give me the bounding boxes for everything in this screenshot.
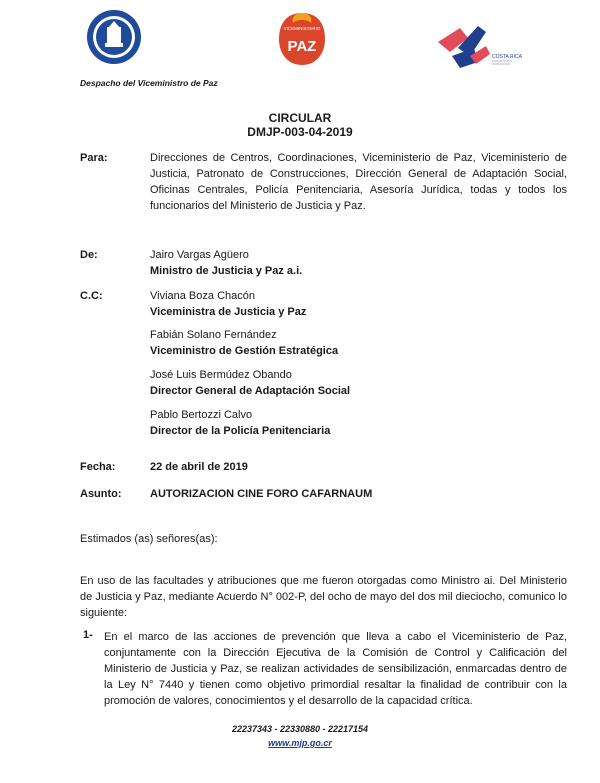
- de-title: Ministro de Justicia y Paz a.i.: [150, 265, 303, 277]
- cc-label: C.C:: [80, 290, 103, 302]
- cr-logo-text: COSTA RICA: [492, 54, 522, 60]
- department-name: Despacho del Viceministro de Paz: [80, 78, 218, 88]
- para-recipients: Direcciones de Centros, Coordinaciones, Viceministerio de Paz, Viceministerio de Justicia, Patronato de Construcciones, Dirección General de Adaptación Social, Oficinas Centrales, Policía Penitenciaria, Asesoría Jurídica, todas y todos los funcionarios del Ministerio de Justicia y Paz.: [150, 152, 567, 212]
- cc-title: Viceministro de Gestión Estratégica: [150, 345, 339, 357]
- de-name: Jairo Vargas Agüero: [150, 249, 249, 261]
- cc-title: Director de la Policía Penitenciaria: [150, 425, 331, 437]
- greeting: Estimados (as) señores(as):: [80, 533, 218, 545]
- document-code: DMJP-003-04-2019: [247, 125, 353, 139]
- cc-name: José Luis Bermúdez Obando: [150, 369, 292, 381]
- paz-logo-word: PAZ: [287, 38, 317, 55]
- para-label: Para:: [80, 152, 108, 164]
- footer-phones: 22237343 - 22330880 - 22217154: [231, 724, 369, 734]
- cc-title: Director General de Adaptación Social: [150, 385, 351, 397]
- asunto-value: AUTORIZACION CINE FORO CAFARNAUM: [150, 488, 373, 500]
- list-item-text: En el marco de las acciones de prevención que lleva a cabo el Viceministerio de Paz, conjuntamente con la Dirección Ejecutiva de la Comisión de Control y Calificación del Ministerio de Justicia y Paz, se realizan actividades de sensibilización, enmarcadas dentro de la Ley N° 7440 y tienen como objetivo primordial resaltar la finalidad de contribuir con la promoción de valores, conocimientos y el desarrollo de la capacidad crítica.: [104, 631, 567, 707]
- asunto-label: Asunto:: [80, 488, 122, 500]
- fecha-label: Fecha:: [80, 461, 116, 473]
- costa-rica-government-logo: [434, 22, 522, 74]
- intro-paragraph: En uso de las facultades y atribuciones que me fueron otorgadas como Ministro ai. Del Ministerio de Justicia y Paz, mediante Acuerdo N° 002-P, del ocho de mayo del dos mil dieciocho, comunico lo siguiente:: [80, 575, 567, 619]
- cc-title: Viceministra de Justicia y Paz: [150, 306, 307, 318]
- cc-name: Viviana Boza Chacón: [150, 290, 255, 302]
- de-label: De:: [80, 249, 98, 261]
- paz-logo-top-text: VICEMINISTERIO: [283, 26, 321, 31]
- list-item-number: 1-: [83, 629, 93, 641]
- viceministerio-paz-logo: [277, 11, 327, 67]
- ministry-seal-logo: [86, 9, 142, 65]
- footer-website-link[interactable]: www.mjp.go.cr: [268, 738, 332, 748]
- cc-name: Pablo Bertozzi Calvo: [150, 409, 253, 421]
- document-type: CIRCULAR: [268, 111, 332, 125]
- fecha-value: 22 de abril de 2019: [150, 461, 248, 473]
- cc-name: Fabián Solano Fernández: [150, 329, 277, 341]
